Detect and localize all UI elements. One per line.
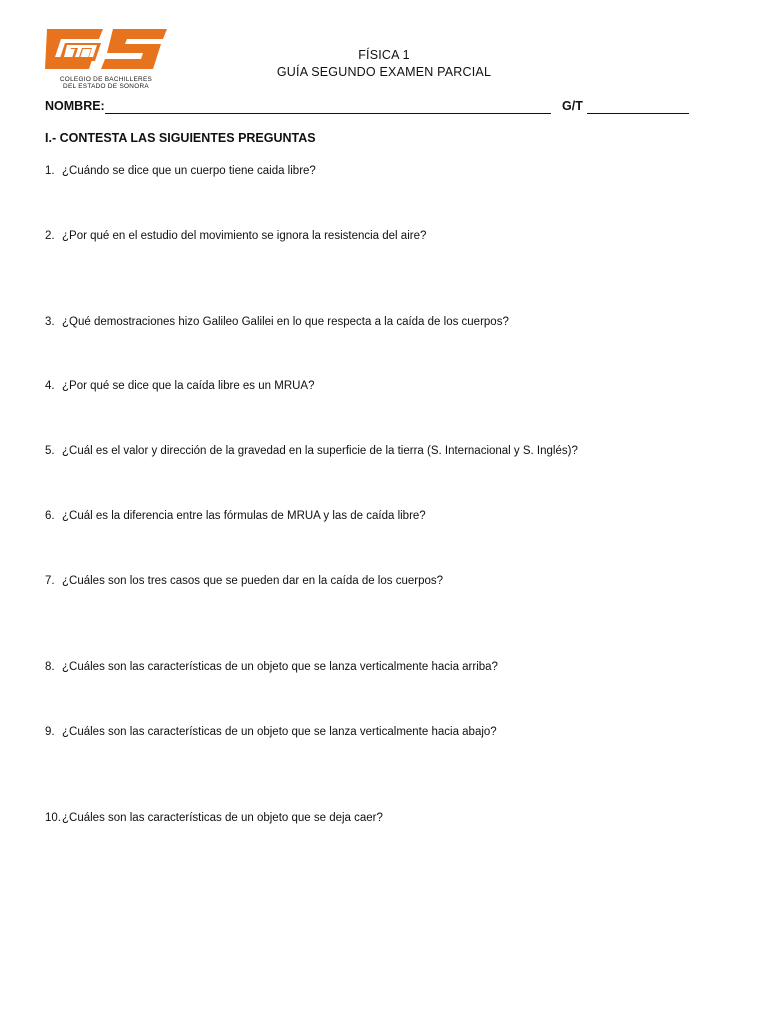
question-text: ¿Cuál es el valor y dirección de la gravedad en la superficie de la tierra (S. Internacional y S. Inglés)? — [62, 445, 578, 457]
name-field[interactable] — [105, 113, 551, 114]
question-item — [45, 165, 316, 177]
question-text: ¿Cuáles son las características de un objeto que se lanza verticalmente hacia arriba? — [62, 661, 498, 673]
question-item — [45, 661, 498, 673]
school-logo — [43, 27, 169, 93]
question-text: ¿Por qué se dice que la caída libre es un MRUA? — [62, 380, 315, 392]
question-number: 2. — [45, 230, 55, 242]
guide-title: GUÍA SEGUNDO EXAMEN PARCIAL — [276, 65, 492, 79]
question-text: ¿Cuál es la diferencia entre las fórmulas de MRUA y las de caída libre? — [62, 510, 426, 522]
section-heading: I.- CONTESTA LAS SIGUIENTES PREGUNTAS — [45, 131, 316, 145]
question-number: 9. — [45, 726, 55, 738]
name-row — [45, 99, 705, 115]
question-number: 6. — [45, 510, 55, 522]
question-item — [45, 726, 497, 738]
group-field[interactable] — [587, 113, 689, 114]
question-item — [45, 230, 426, 242]
question-item — [45, 445, 578, 457]
question-number: 3. — [45, 316, 55, 328]
question-number: 10. — [45, 812, 61, 824]
question-text: ¿Por qué en el estudio del movimiento se ignora la resistencia del aire? — [62, 230, 427, 242]
subject-title: FÍSICA 1 — [358, 48, 410, 62]
question-number: 8. — [45, 661, 55, 673]
question-item — [45, 575, 443, 587]
question-number: 4. — [45, 380, 55, 392]
question-item — [45, 380, 315, 392]
question-text: ¿Cuáles son los tres casos que se pueden dar en la caída de los cuerpos? — [62, 575, 444, 587]
question-item — [45, 510, 426, 522]
question-number: 7. — [45, 575, 55, 587]
question-text: ¿Cuáles son las características de un objeto que se lanza verticalmente hacia abajo? — [62, 726, 497, 738]
question-number: 1. — [45, 165, 55, 177]
question-text: ¿Cuándo se dice que un cuerpo tiene caida libre? — [62, 165, 316, 177]
question-item — [45, 812, 383, 824]
name-label: NOMBRE: — [45, 99, 105, 113]
cobach-logo-icon — [43, 27, 169, 73]
group-label: G/T — [562, 99, 583, 113]
question-number: 5. — [45, 445, 55, 457]
logo-text-line2: DEL ESTADO DE SONORA — [63, 83, 149, 90]
question-item — [45, 316, 509, 328]
question-text: ¿Qué demostraciones hizo Galileo Galilei en lo que respecta a la caída de los cuerpos? — [62, 316, 509, 328]
logo-text-line1: COLEGIO DE BACHILLERES — [59, 76, 153, 83]
question-text: ¿Cuáles son las características de un objeto que se deja caer? — [62, 812, 383, 824]
